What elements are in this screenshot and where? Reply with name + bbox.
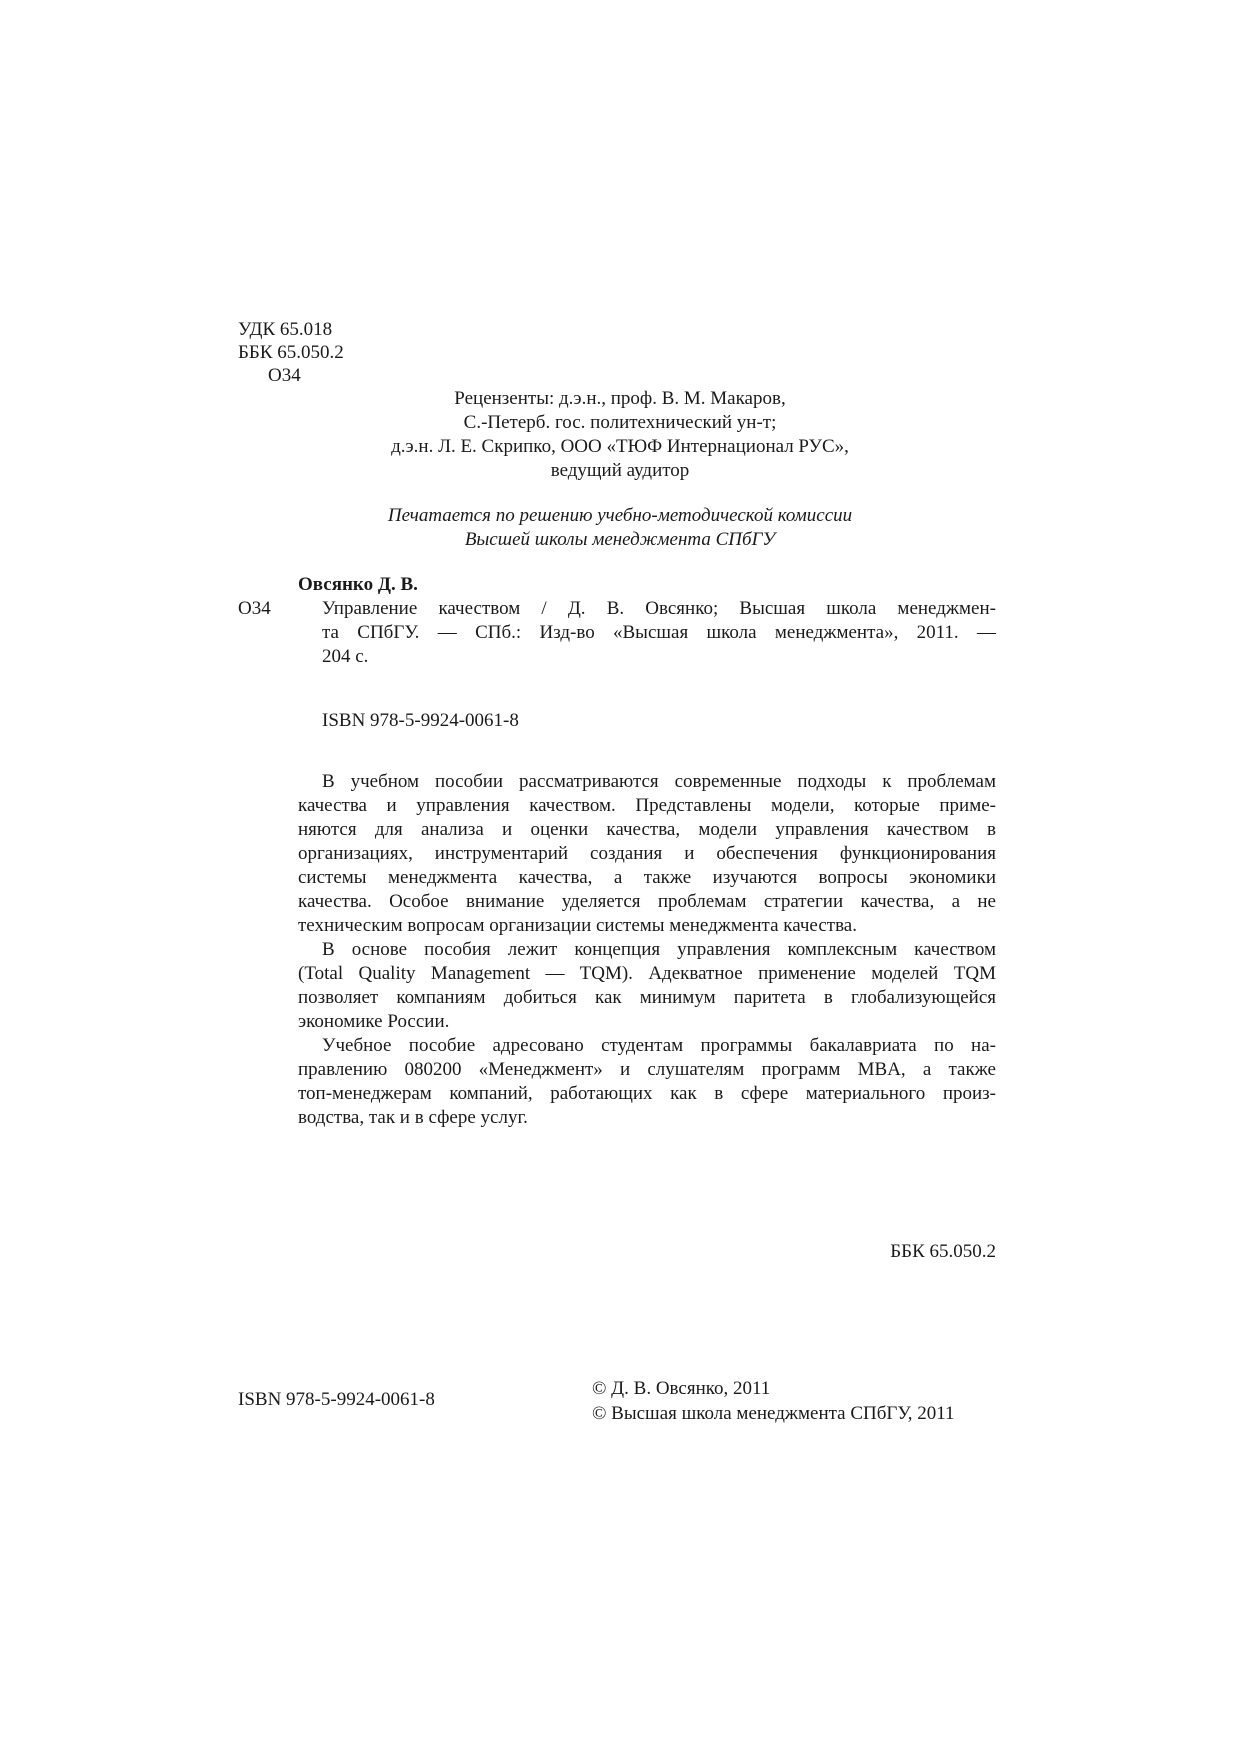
abstract-line: В учебном пособии рассматриваются современные подходы к проблемам [322, 771, 996, 792]
printing-note-line: Высшей школы менеджмента СПбГУ [464, 529, 776, 550]
udk-code: УДК 65.018 [238, 319, 333, 340]
abstract-line: системы менеджмента качества, а также изучаются вопросы экономики [298, 867, 996, 888]
abstract-line: техническим вопросам организации системы менеджмента качества. [298, 915, 857, 936]
abstract-line: экономике России. [298, 1011, 450, 1032]
abstract-line: Учебное пособие адресовано студентам программы бакалавриата по на- [322, 1035, 996, 1056]
abstract-line: позволяет компаниям добиться как минимум паритета в глобализующейся [298, 987, 996, 1008]
bib-isbn: ISBN 978-5-9924-0061-8 [322, 710, 519, 731]
reviewers-line: С.-Петерб. гос. политехнический ун-т; [463, 412, 777, 433]
bib-line: 204 с. [322, 646, 369, 667]
bbk-code: ББК 65.050.2 [238, 342, 344, 363]
copyright-line: © Д. В. Овсянко, 2011 [592, 1378, 771, 1399]
bib-mark: О34 [238, 598, 271, 619]
footer-isbn: ISBN 978-5-9924-0061-8 [238, 1389, 435, 1410]
reviewers-line: ведущий аудитор [550, 460, 690, 481]
abstract-line: правлению 080200 «Менеджмент» и слушателям программ MBA, а также [298, 1059, 996, 1080]
abstract [298, 770, 996, 1130]
abstract-line: водства, так и в сфере услуг. [298, 1107, 528, 1128]
bib-author: Овсянко Д. В. [298, 574, 418, 595]
abstract-line: В основе пособия лежит концепция управления комплексным качеством [322, 939, 996, 960]
reviewers-line: Рецензенты: д.э.н., проф. В. М. Макаров, [454, 388, 786, 409]
author-mark: О34 [268, 365, 301, 386]
bottom-bbk: ББК 65.050.2 [890, 1241, 996, 1262]
bib-line: Управление качеством / Д. В. Овсянко; Высшая школа менеджмен- [322, 598, 996, 619]
abstract-line: топ-менеджерам компаний, работающих как в сфере материального произ- [298, 1083, 996, 1104]
abstract-line: качества. Особое внимание уделяется проблемам стратегии качества, а не [298, 891, 996, 912]
bib-line: та СПбГУ. — СПб.: Изд-во «Высшая школа менеджмента», 2011. — [322, 622, 996, 643]
abstract-line: качества и управления качеством. Представлены модели, которые приме- [298, 795, 996, 816]
printing-note-line: Печатается по решению учебно-методической комиссии [387, 505, 853, 526]
reviewers-line: д.э.н. Л. Е. Скрипко, ООО «ТЮФ Интернационал РУС», [391, 436, 849, 457]
abstract-line: организациях, инструментарий создания и обеспечения функционирования [298, 843, 996, 864]
abstract-line: (Total Quality Management — TQM). Адекватное применение моделей TQM [298, 963, 996, 984]
abstract-line: няются для анализа и оценки качества, модели управления качеством в [298, 819, 996, 840]
bib-description [322, 597, 996, 669]
copyright-line: © Высшая школа менеджмента СПбГУ, 2011 [592, 1403, 955, 1424]
